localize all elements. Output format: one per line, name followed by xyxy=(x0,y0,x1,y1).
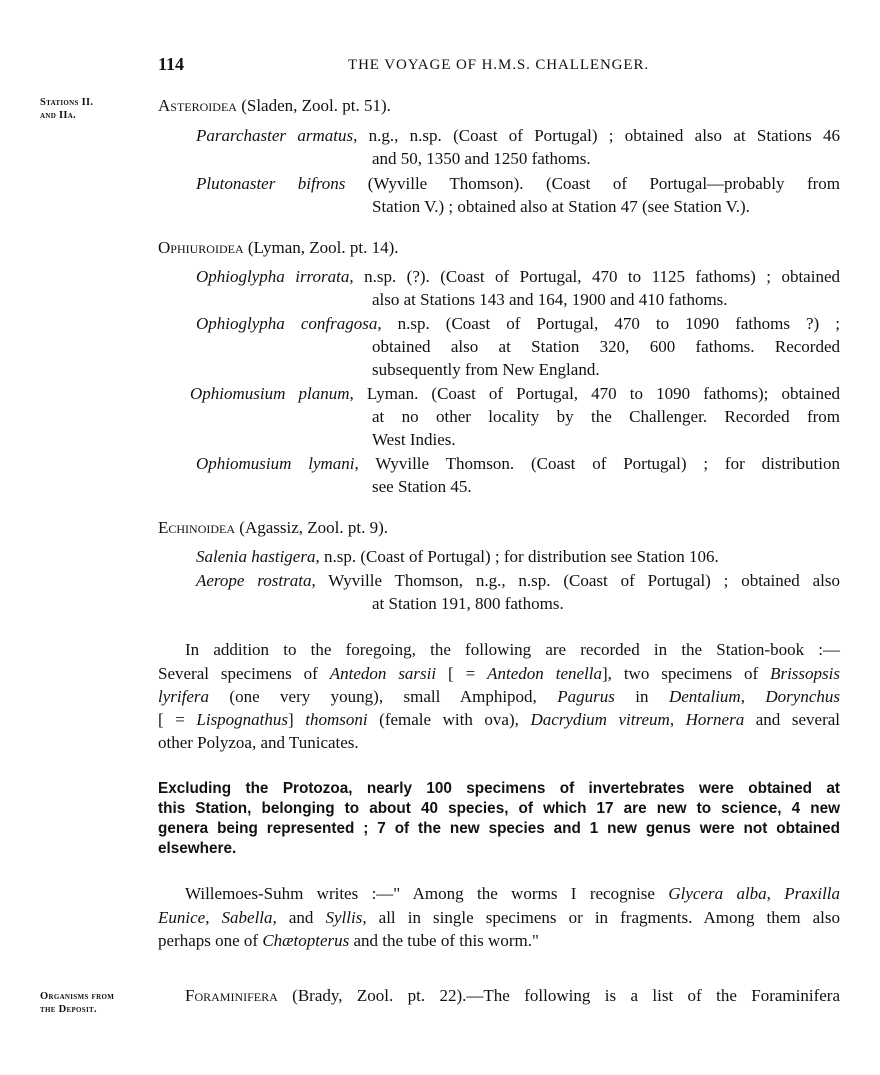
entry-line: , n.sp. (Coast of Portugal, 470 to 1090 fathoms ?) ; xyxy=(377,314,840,333)
species-name: Dentalium xyxy=(668,687,741,706)
text-run: Several specimens of xyxy=(158,664,330,683)
entry-line: obtained also at Station 320, 600 fathoms. Recorded xyxy=(372,337,840,356)
margin-line: Stations II. xyxy=(40,97,94,108)
species-name: Ophioglypha confragosa xyxy=(196,314,378,333)
text-run: ] xyxy=(288,710,306,729)
species-entry xyxy=(196,547,719,567)
station-book-line-2 xyxy=(158,664,840,684)
margin-note-stations xyxy=(40,96,93,122)
species-name: Pararchaster armatus xyxy=(196,126,354,145)
text-run: and the tube of this worm." xyxy=(349,931,539,950)
species-name: Dorynchus xyxy=(765,687,840,706)
species-name: Pagurus xyxy=(557,687,615,706)
species-entry xyxy=(196,267,840,287)
page-number: 114 xyxy=(158,54,185,74)
species-name: Chætopterus xyxy=(262,931,350,950)
species-entry xyxy=(196,174,840,194)
entry-line: , n.g., n.sp. (Coast of Portugal) ; obtained also at Stations 46 xyxy=(353,126,840,145)
margin-line: Organisms from xyxy=(40,991,115,1002)
quote-line-2 xyxy=(158,908,840,928)
entry-line: , n.sp. (?). (Coast of Portugal, 470 to 1125 fathoms) ; obtained xyxy=(349,267,841,286)
group-ref: (Lyman, Zool. pt. 14). xyxy=(243,238,399,257)
species-name: Sabella xyxy=(221,908,273,927)
group-ref: (Agassiz, Zool. pt. 9). xyxy=(235,518,389,537)
species-name: Glycera alba xyxy=(668,884,767,903)
species-entry xyxy=(196,454,840,474)
text-run: ], two specimens of xyxy=(601,664,771,683)
summary-line: elsewhere. xyxy=(158,840,237,857)
ophiuroidea-heading xyxy=(158,238,398,258)
entry-line: at Station 191, 800 fathoms. xyxy=(372,594,564,613)
text-run: (one very young), small Amphipod, xyxy=(209,687,558,706)
text-run: (Brady, Zool. pt. 22).—The following is a list of the Foraminifera xyxy=(277,986,840,1005)
species-name: Eunice xyxy=(158,908,206,927)
group-name: Asteroidea xyxy=(158,96,237,115)
text-run: (female with ova), xyxy=(367,710,531,729)
species-name: Antedon tenella xyxy=(487,664,602,683)
summary-line: genera being represented ; 7 of the new species and 1 new genus were not obtained xyxy=(158,820,840,837)
station-book-line-3 xyxy=(158,687,840,707)
text-run: perhaps one of xyxy=(158,931,263,950)
entry-line: , Wyville Thomson. (Coast of Portugal) ; for distribution xyxy=(354,454,840,473)
species-name: Dacrydium vitreum xyxy=(530,710,670,729)
species-entry xyxy=(190,384,840,404)
text-run: , all in single specimens or in fragments. Among them also xyxy=(362,908,841,927)
station-book-line-1: In addition to the foregoing, the following are recorded in the Station-book :— xyxy=(185,640,840,659)
species-name: Praxilla xyxy=(784,884,841,903)
station-book-line-5: other Polyzoa, and Tunicates. xyxy=(158,733,359,752)
asteroidea-heading xyxy=(158,96,391,116)
species-name: Hornera xyxy=(685,710,745,729)
margin-line: the Deposit. xyxy=(40,1004,97,1015)
text-run: , and xyxy=(272,908,326,927)
entry-line: (Wyville Thomson). (Coast of Portugal—probably from xyxy=(345,174,840,193)
text-run: , xyxy=(766,884,785,903)
margin-note-organisms xyxy=(40,990,114,1016)
entry-line: , Lyman. (Coast of Portugal, 470 to 1090 fathoms); obtained xyxy=(349,384,840,403)
entry-line: see Station 45. xyxy=(372,477,472,496)
summary-line: Excluding the Protozoa, nearly 100 specimens of invertebrates were obtained at xyxy=(158,780,840,797)
entry-line: subsequently from New England. xyxy=(372,360,600,379)
group-name: Echinoidea xyxy=(158,518,236,537)
foraminifera-line xyxy=(185,986,840,1006)
species-entry xyxy=(196,126,840,146)
entry-line: and 50, 1350 and 1250 fathoms. xyxy=(372,149,591,168)
text-run: and several xyxy=(744,710,841,729)
text-run: , xyxy=(669,710,686,729)
species-name: Aerope rostrata xyxy=(196,571,312,590)
species-name: Lispognathus xyxy=(196,710,289,729)
summary-line: this Station, belonging to about 40 species, of which 17 are new to science, 4 new xyxy=(158,800,840,817)
entry-line: at no other locality by the Challenger. Recorded from xyxy=(372,407,840,426)
entry-line: West Indies. xyxy=(372,430,456,449)
entry-line: , Wyville Thomson, n.g., n.sp. (Coast of Portugal) ; obtained also xyxy=(311,571,840,590)
text-run: , xyxy=(740,687,766,706)
species-entry xyxy=(196,571,840,591)
echinoidea-heading xyxy=(158,518,388,538)
text-run: [ = xyxy=(158,710,197,729)
quote-line-1 xyxy=(185,884,840,904)
group-ref: (Sladen, Zool. pt. 51). xyxy=(236,96,391,115)
species-name: Ophioglypha irrorata xyxy=(196,267,350,286)
species-name: Syllis xyxy=(325,908,363,927)
species-name: Plutonaster bifrons xyxy=(196,174,346,193)
species-name: thomsoni xyxy=(305,710,368,729)
entry-line: also at Stations 143 and 164, 1900 and 410 fathoms. xyxy=(372,290,728,309)
text-run: [ = xyxy=(436,664,488,683)
entry-line: Station V.) ; obtained also at Station 47 (see Station V.). xyxy=(372,197,750,216)
text-run: , xyxy=(205,908,222,927)
quote-line-3 xyxy=(158,931,539,951)
species-name: Ophiomusium planum xyxy=(190,384,350,403)
species-name: Antedon sarsii xyxy=(329,664,437,683)
margin-line: and IIa. xyxy=(40,110,77,121)
species-name: lyrifera xyxy=(158,687,209,706)
species-name: Salenia hastigera xyxy=(196,547,316,566)
group-name: Foraminifera xyxy=(185,986,278,1005)
station-book-line-4 xyxy=(158,710,840,730)
group-name: Ophiuroidea xyxy=(158,238,244,257)
text-run: in xyxy=(614,687,669,706)
text-run: Willemoes-Suhm writes :—" Among the worms I recognise xyxy=(185,884,669,903)
species-name: Brissopsis xyxy=(770,664,840,683)
entry-line: , n.sp. (Coast of Portugal) ; for distribution see Station 106. xyxy=(315,547,719,566)
species-entry xyxy=(196,314,840,334)
running-title: THE VOYAGE OF H.M.S. CHALLENGER. xyxy=(348,57,650,73)
species-name: Ophiomusium lymani xyxy=(196,454,355,473)
